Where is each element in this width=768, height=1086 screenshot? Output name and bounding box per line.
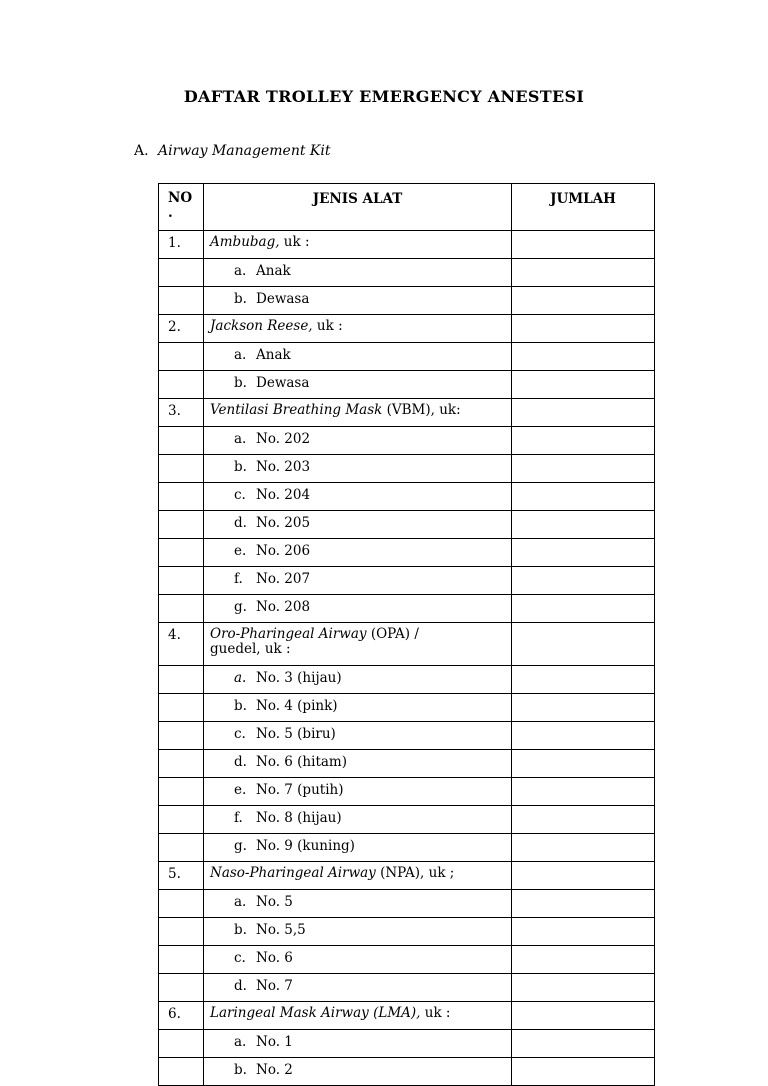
sub-item-cell — [204, 371, 512, 399]
sub-item-text: Dewasa — [256, 291, 310, 307]
sub-item-cell — [204, 343, 512, 371]
row-number — [159, 455, 204, 483]
item-name-cell — [204, 1002, 512, 1030]
row-number — [159, 511, 204, 539]
equipment-table — [158, 183, 655, 1086]
row-number — [159, 1030, 204, 1058]
sub-item-cell — [204, 511, 512, 539]
table-row — [159, 623, 655, 666]
quantity-cell — [512, 455, 655, 483]
quantity-cell — [512, 890, 655, 918]
sub-item-text: No. 7 (putih) — [256, 782, 344, 798]
sub-item-text: No. 5 (biru) — [256, 726, 336, 742]
quantity-cell — [512, 371, 655, 399]
sub-item-text: No. 208 — [256, 599, 311, 615]
row-number — [159, 539, 204, 567]
sub-item-letter: a. — [234, 1034, 247, 1050]
sub-item-letter: c. — [234, 726, 246, 742]
table-row — [159, 343, 655, 371]
quantity-cell — [512, 287, 655, 315]
item-name-cell — [204, 231, 512, 259]
sub-item-letter: d. — [234, 754, 247, 770]
sub-item-text: No. 6 (hitam) — [256, 754, 347, 770]
row-number — [159, 371, 204, 399]
sub-item-cell — [204, 455, 512, 483]
table-row — [159, 1030, 655, 1058]
item-name-cell — [204, 399, 512, 427]
sub-item-letter: b. — [234, 459, 247, 475]
row-number — [159, 567, 204, 595]
table-row — [159, 567, 655, 595]
table-row — [159, 834, 655, 862]
section-heading — [134, 143, 330, 159]
sub-item-text: No. 5,5 — [256, 922, 306, 938]
sub-item-letter: b. — [234, 291, 247, 307]
sub-item-cell — [204, 539, 512, 567]
item-suffix: uk : — [420, 1005, 451, 1021]
table-row — [159, 259, 655, 287]
table-row — [159, 918, 655, 946]
table-row — [159, 315, 655, 343]
sub-item-text: No. 205 — [256, 515, 311, 531]
sub-item-cell — [204, 918, 512, 946]
sub-item-letter: a. — [234, 670, 247, 686]
sub-item-text: No. 7 — [256, 978, 293, 994]
header-jenis-alat: JENIS ALAT — [204, 184, 512, 231]
header-no — [159, 184, 204, 231]
item-name-cell — [204, 862, 512, 890]
quantity-cell — [512, 427, 655, 455]
row-number — [159, 483, 204, 511]
sub-item-text: No. 1 — [256, 1034, 293, 1050]
row-number — [159, 427, 204, 455]
quantity-cell — [512, 694, 655, 722]
sub-item-text: No. 9 (kuning) — [256, 838, 355, 854]
table-body — [159, 231, 655, 1086]
sub-item-cell — [204, 1058, 512, 1086]
item-suffix: (NPA), uk ; — [375, 865, 455, 881]
sub-item-letter: b. — [234, 1062, 247, 1078]
item-suffix: (OPA) / — [366, 626, 419, 642]
sub-item-letter: a. — [234, 263, 247, 279]
table-row — [159, 595, 655, 623]
item-name-cell — [204, 623, 512, 666]
row-number — [159, 946, 204, 974]
table-row — [159, 371, 655, 399]
quantity-cell — [512, 722, 655, 750]
sub-item-text: No. 207 — [256, 571, 311, 587]
quantity-cell — [512, 539, 655, 567]
sub-item-text: Anak — [256, 347, 291, 363]
item-suffix: uk : — [279, 234, 310, 250]
sub-item-cell — [204, 834, 512, 862]
quantity-cell — [512, 259, 655, 287]
sub-item-cell — [204, 427, 512, 455]
table-row — [159, 694, 655, 722]
table-row — [159, 890, 655, 918]
quantity-cell — [512, 511, 655, 539]
table-row — [159, 946, 655, 974]
sub-item-letter: a. — [234, 347, 247, 363]
row-number — [159, 259, 204, 287]
table-row — [159, 806, 655, 834]
sub-item-letter: e. — [234, 782, 247, 798]
sub-item-text: No. 203 — [256, 459, 311, 475]
row-number — [159, 1058, 204, 1086]
sub-item-letter: g. — [234, 599, 247, 615]
table-row — [159, 399, 655, 427]
row-number — [159, 806, 204, 834]
section-letter: A. — [134, 143, 149, 159]
sub-item-text: No. 8 (hijau) — [256, 810, 342, 826]
sub-item-cell — [204, 806, 512, 834]
item-name: Oro-Pharingeal Airway — [210, 626, 367, 642]
sub-item-text: No. 5 — [256, 894, 293, 910]
sub-item-letter: f. — [234, 571, 243, 587]
sub-item-text: Dewasa — [256, 375, 310, 391]
row-number — [159, 918, 204, 946]
header-no-dot: . — [168, 205, 173, 221]
row-number: 2. — [159, 315, 204, 343]
item-name-cell — [204, 315, 512, 343]
sub-item-cell — [204, 694, 512, 722]
quantity-cell — [512, 567, 655, 595]
table-row — [159, 427, 655, 455]
table-row — [159, 231, 655, 259]
table-row — [159, 750, 655, 778]
table-row — [159, 483, 655, 511]
sub-item-cell — [204, 1030, 512, 1058]
table-row — [159, 862, 655, 890]
row-number — [159, 778, 204, 806]
sub-item-cell — [204, 722, 512, 750]
quantity-cell — [512, 399, 655, 427]
sub-item-letter: d. — [234, 515, 247, 531]
item-name: Ventilasi Breathing Mask — [210, 402, 383, 418]
sub-item-letter: f. — [234, 810, 243, 826]
quantity-cell — [512, 974, 655, 1002]
table-row — [159, 974, 655, 1002]
document-title: DAFTAR TROLLEY EMERGENCY ANESTESI — [183, 87, 585, 106]
row-number — [159, 974, 204, 1002]
row-number — [159, 343, 204, 371]
header-no-text: NO — [168, 190, 193, 206]
item-name: Jackson Reese, — [210, 318, 313, 334]
sub-item-text: No. 3 (hijau) — [256, 670, 342, 686]
quantity-cell — [512, 862, 655, 890]
table-header-row — [159, 184, 655, 231]
sub-item-text: No. 202 — [256, 431, 311, 447]
table-row — [159, 1002, 655, 1030]
sub-item-cell — [204, 287, 512, 315]
sub-item-text: No. 206 — [256, 543, 311, 559]
quantity-cell — [512, 1002, 655, 1030]
quantity-cell — [512, 231, 655, 259]
quantity-cell — [512, 778, 655, 806]
row-number — [159, 750, 204, 778]
table-row — [159, 666, 655, 694]
sub-item-letter: b. — [234, 375, 247, 391]
row-number — [159, 834, 204, 862]
row-number — [159, 722, 204, 750]
sub-item-text: No. 4 (pink) — [256, 698, 338, 714]
row-number: 5. — [159, 862, 204, 890]
sub-item-text: No. 204 — [256, 487, 311, 503]
sub-item-text: Anak — [256, 263, 291, 279]
sub-item-letter: b. — [234, 698, 247, 714]
sub-item-letter: a. — [234, 894, 247, 910]
sub-item-letter: a. — [234, 431, 247, 447]
table-row — [159, 287, 655, 315]
sub-item-cell — [204, 259, 512, 287]
row-number — [159, 595, 204, 623]
sub-item-letter: c. — [234, 950, 246, 966]
sub-item-cell — [204, 567, 512, 595]
sub-item-cell — [204, 890, 512, 918]
quantity-cell — [512, 343, 655, 371]
row-number — [159, 666, 204, 694]
quantity-cell — [512, 483, 655, 511]
item-name: Naso-Pharingeal Airway — [210, 865, 376, 881]
item-suffix: (VBM), uk: — [382, 402, 461, 418]
row-number: 1. — [159, 231, 204, 259]
table-row — [159, 778, 655, 806]
section-name: Airway Management Kit — [158, 143, 331, 159]
sub-item-cell — [204, 666, 512, 694]
sub-item-text: No. 2 — [256, 1062, 293, 1078]
table-row — [159, 511, 655, 539]
sub-item-letter: c. — [234, 487, 246, 503]
item-name: Ambubag, — [210, 234, 280, 250]
sub-item-letter: b. — [234, 922, 247, 938]
sub-item-letter: e. — [234, 543, 247, 559]
quantity-cell — [512, 595, 655, 623]
table-row — [159, 455, 655, 483]
table-row — [159, 1058, 655, 1086]
header-jumlah: JUMLAH — [512, 184, 655, 231]
table-row — [159, 539, 655, 567]
row-number: 6. — [159, 1002, 204, 1030]
row-number — [159, 694, 204, 722]
table-row — [159, 722, 655, 750]
item-suffix-line2: guedel, uk : — [210, 641, 291, 657]
row-number — [159, 287, 204, 315]
row-number — [159, 890, 204, 918]
sub-item-letter: d. — [234, 978, 247, 994]
sub-item-letter: g. — [234, 838, 247, 854]
item-name: Laringeal Mask Airway (LMA), — [210, 1005, 421, 1021]
quantity-cell — [512, 946, 655, 974]
quantity-cell — [512, 666, 655, 694]
sub-item-text: No. 6 — [256, 950, 293, 966]
quantity-cell — [512, 315, 655, 343]
quantity-cell — [512, 750, 655, 778]
row-number: 3. — [159, 399, 204, 427]
quantity-cell — [512, 1030, 655, 1058]
sub-item-cell — [204, 778, 512, 806]
row-number: 4. — [159, 623, 204, 666]
item-suffix: uk : — [312, 318, 343, 334]
quantity-cell — [512, 834, 655, 862]
sub-item-cell — [204, 483, 512, 511]
sub-item-cell — [204, 750, 512, 778]
quantity-cell — [512, 623, 655, 666]
quantity-cell — [512, 918, 655, 946]
sub-item-cell — [204, 974, 512, 1002]
sub-item-cell — [204, 946, 512, 974]
sub-item-cell — [204, 595, 512, 623]
quantity-cell — [512, 1058, 655, 1086]
quantity-cell — [512, 806, 655, 834]
